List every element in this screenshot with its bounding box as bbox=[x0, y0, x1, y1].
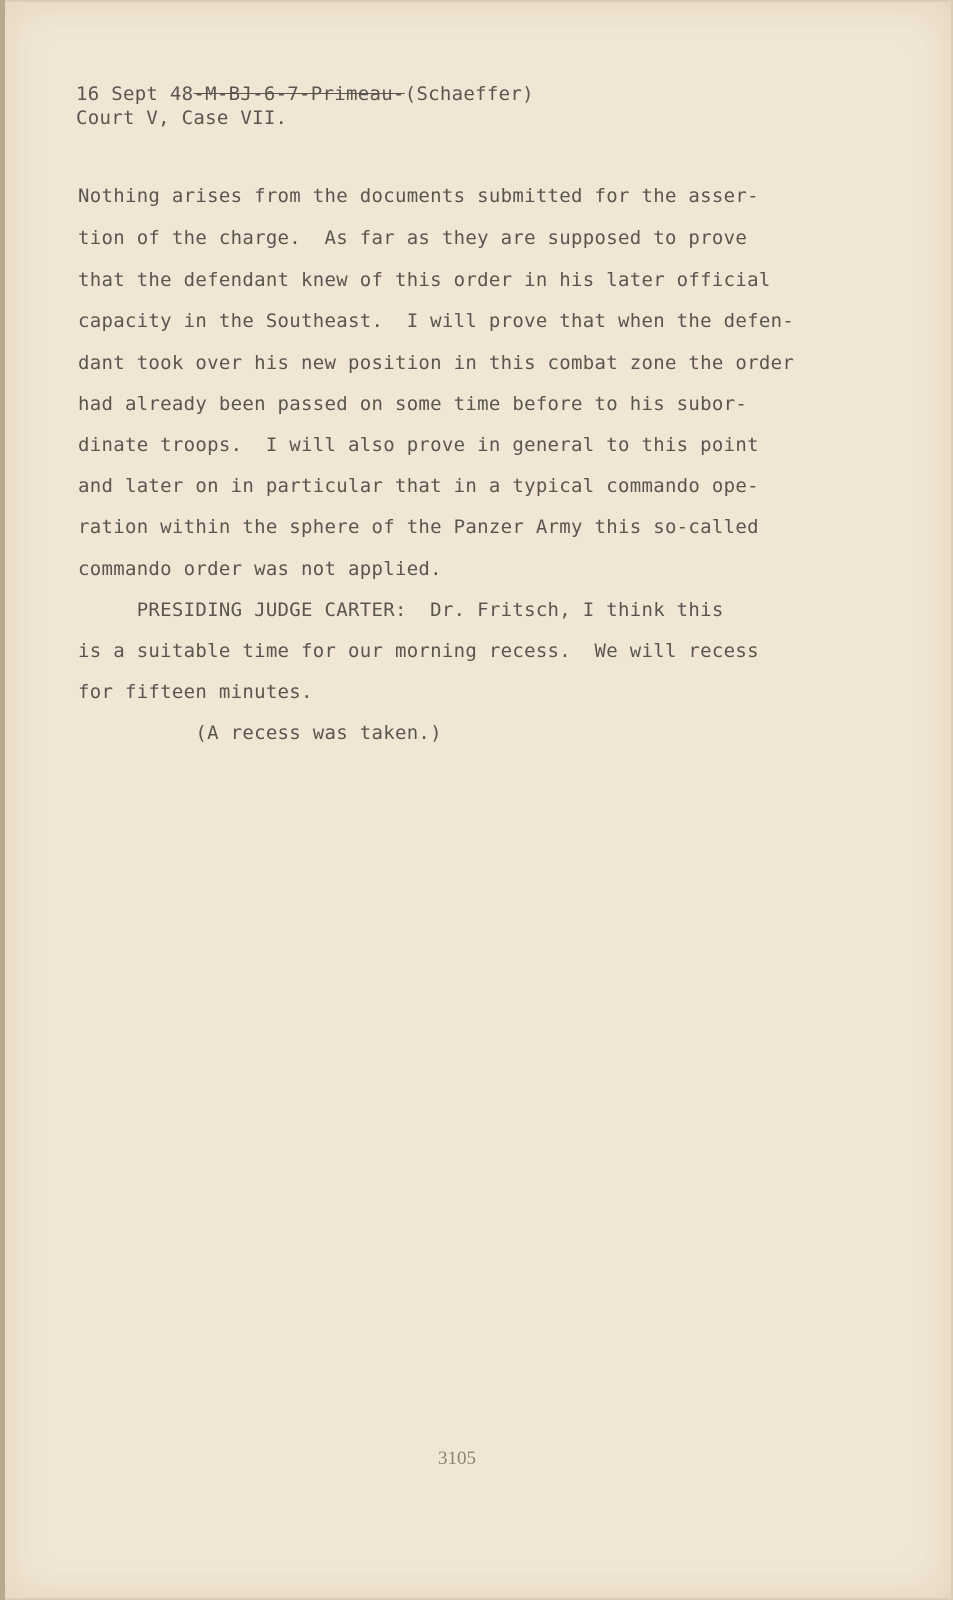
body-line: tion of the charge. As far as they are supposed to prove bbox=[78, 227, 748, 249]
page-edge bbox=[0, 0, 5, 1600]
body-line: (A recess was taken.) bbox=[78, 722, 442, 744]
body-line: for fifteen minutes. bbox=[78, 681, 313, 703]
body-line: dant took over his new position in this combat zone the order bbox=[78, 352, 795, 374]
body-line: commando order was not applied. bbox=[78, 558, 442, 580]
header-reporter: (Schaeffer) bbox=[404, 83, 534, 105]
body-line: PRESIDING JUDGE CARTER: Dr. Fritsch, I think this bbox=[78, 599, 724, 621]
body-line: capacity in the Southeast. I will prove that when the defen- bbox=[78, 310, 795, 332]
body-line: is a suitable time for our morning recess. We will recess bbox=[78, 640, 759, 662]
body-line: had already been passed on some time before to his subor- bbox=[78, 393, 748, 415]
body-line: Nothing arises from the documents submitted for the asser- bbox=[78, 185, 759, 207]
body-line: that the defendant knew of this order in his later official bbox=[78, 269, 771, 291]
body-line: and later on in particular that in a typical commando ope- bbox=[78, 475, 759, 497]
header-court-case: Court V, Case VII. bbox=[76, 107, 288, 129]
body-line: dinate troops. I will also prove in general to this point bbox=[78, 434, 759, 456]
header-date: 16 Sept 48 bbox=[76, 83, 194, 105]
document-page bbox=[4, 2, 951, 1598]
page-number: 3105 bbox=[438, 1448, 476, 1469]
header-struck-code: -M-BJ-6-7-Primeau- bbox=[193, 83, 405, 105]
body-line: ration within the sphere of the Panzer Army this so-called bbox=[78, 516, 759, 538]
document-header bbox=[76, 82, 534, 130]
